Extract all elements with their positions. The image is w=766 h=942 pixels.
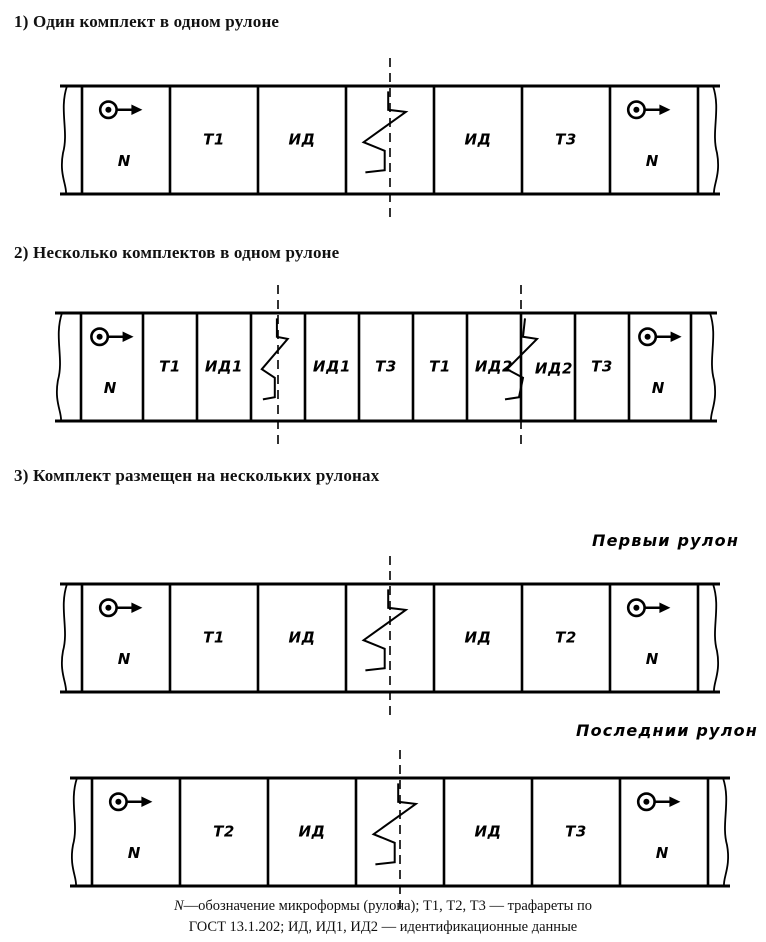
film-frame	[639, 329, 681, 398]
break-zigzag-icon	[262, 318, 288, 399]
torn-film-edge-right	[710, 313, 715, 421]
frame-label: Т3	[591, 357, 613, 376]
section-number-3: 3)	[14, 466, 29, 485]
footnote-line-1	[0, 896, 766, 917]
film-frame	[364, 58, 406, 222]
target-mark-icon	[639, 329, 681, 345]
film-strip-several-sets-one-roll	[55, 285, 717, 455]
torn-film-edge-left	[57, 313, 62, 421]
footnote-line-2: ГОСТ 13.1.202; ИД, ИД1, ИД2 — идентификационные данные	[188, 919, 578, 936]
frame-label: Т1	[203, 628, 225, 647]
film-strip-one-set-one-roll	[60, 58, 720, 228]
frame-label: ИД2	[474, 357, 514, 376]
film-frame	[313, 358, 351, 376]
film-frame	[474, 823, 501, 841]
section-title-3: Комплект размещен на нескольких рулонах	[33, 466, 380, 485]
frame-label: ИД1	[204, 357, 244, 376]
film-strip-last-roll	[70, 750, 730, 920]
film-frame	[213, 823, 235, 841]
frame-label: ИД2	[534, 359, 574, 378]
frame-label: Т3	[555, 130, 577, 149]
torn-film-edge-left	[62, 86, 67, 194]
film-frame	[628, 102, 670, 171]
frame-label: Т2	[555, 628, 577, 647]
film-frame	[262, 285, 288, 449]
section-number-1: 1)	[14, 12, 29, 31]
film-frame	[288, 131, 315, 149]
film-strip-drawing	[55, 285, 717, 455]
target-mark-icon	[110, 794, 152, 810]
torn-film-edge-left	[72, 778, 77, 886]
film-frame	[475, 358, 513, 376]
target-mark-icon	[91, 329, 133, 345]
torn-film-edge-left	[62, 584, 67, 692]
roll-label-last: Последнии рулон	[576, 721, 759, 740]
target-mark-icon	[628, 102, 670, 118]
film-frame	[298, 823, 325, 841]
frame-label: Т3	[565, 822, 587, 841]
film-strip-drawing	[70, 750, 730, 920]
film-frame	[91, 329, 133, 398]
film-frame	[100, 102, 142, 171]
torn-film-edge-right	[713, 86, 718, 194]
frame-label-microform-id: N	[117, 152, 131, 171]
film-strip-drawing	[60, 58, 720, 228]
frame-label: Т1	[429, 357, 451, 376]
frame-label: ИД	[298, 822, 326, 841]
film-strip-drawing	[60, 556, 720, 726]
frame-label-microform-id: N	[655, 844, 669, 863]
film-frame	[288, 629, 315, 647]
frame-label: ИД	[288, 130, 316, 149]
roll-label-first: Первыи рулон	[592, 531, 740, 550]
frame-label: ИД	[464, 130, 492, 149]
film-frame	[100, 600, 142, 669]
frame-label: Т1	[203, 130, 225, 149]
target-mark-icon	[100, 102, 142, 118]
film-frame	[110, 794, 152, 863]
target-mark-icon	[638, 794, 680, 810]
frame-label-microform-id: N	[645, 650, 659, 669]
footnote	[0, 896, 766, 938]
frame-label-microform-id: N	[645, 152, 659, 171]
frame-label-microform-id: N	[127, 844, 141, 863]
film-frame	[429, 358, 451, 376]
section-heading-1	[14, 12, 279, 32]
film-frame	[375, 358, 397, 376]
film-frame	[364, 556, 406, 720]
film-frame	[203, 629, 225, 647]
film-frame	[205, 358, 243, 376]
break-zigzag-icon	[364, 589, 406, 670]
frame-label: ИД	[464, 628, 492, 647]
section-title-1: Один комплект в одном рулоне	[33, 12, 280, 31]
frame-label-microform-id: N	[651, 379, 665, 398]
film-frame	[565, 823, 587, 841]
frame-label: ИД	[474, 822, 502, 841]
film-frame	[555, 629, 577, 647]
section-number-2: 2)	[14, 243, 29, 262]
torn-film-edge-right	[713, 584, 718, 692]
frame-label-microform-id: N	[117, 650, 131, 669]
break-zigzag-icon	[364, 91, 406, 172]
frame-label: Т1	[159, 357, 181, 376]
target-mark-icon	[628, 600, 670, 616]
frame-label: ИД1	[312, 357, 352, 376]
film-frame	[591, 358, 613, 376]
footnote-symbol: N	[173, 898, 184, 914]
film-frame	[464, 131, 491, 149]
film-frame	[638, 794, 680, 863]
break-zigzag-icon	[374, 783, 416, 864]
footnote-line-1-text: —обозначение микроформы (рулона); Т1, Т2, Т3 — трафареты по	[183, 898, 593, 914]
frame-label-microform-id: N	[103, 379, 117, 398]
section-title-2: Несколько комплектов в одном рулоне	[33, 243, 340, 262]
film-frame	[159, 358, 181, 376]
film-frame	[628, 600, 670, 669]
film-frame	[505, 285, 573, 449]
frame-label: Т3	[375, 357, 397, 376]
film-frame	[203, 131, 225, 149]
film-frame	[374, 750, 416, 914]
film-frame	[464, 629, 491, 647]
section-heading-2	[14, 243, 339, 263]
torn-film-edge-right	[723, 778, 728, 886]
film-frame	[555, 131, 577, 149]
target-mark-icon	[100, 600, 142, 616]
frame-label: ИД	[288, 628, 316, 647]
frame-label: Т2	[213, 822, 235, 841]
film-strip-first-roll	[60, 556, 720, 726]
section-heading-3	[14, 466, 379, 486]
